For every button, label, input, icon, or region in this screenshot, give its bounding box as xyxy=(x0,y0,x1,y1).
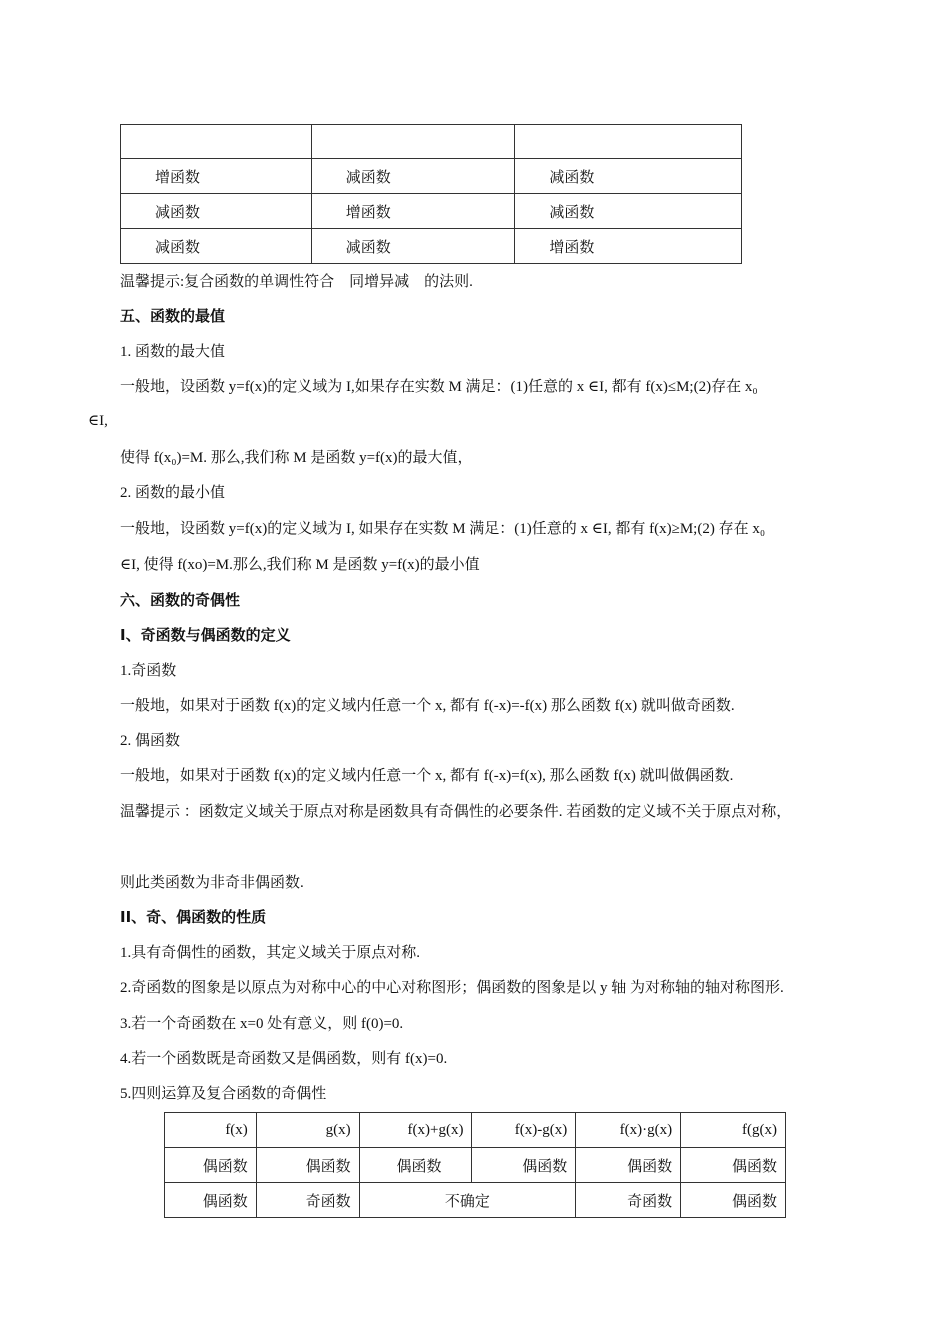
table-header-cell: f(x) xyxy=(165,1113,257,1148)
table-row xyxy=(121,194,742,229)
min-value-definition-line1: 一般地，设函数 y=f(x)的定义域为 I, 如果存在实数 M 满足：(1)任意的 x ∈I, 都有 f(x)≥M;(2) 存在 x₀ xyxy=(120,521,766,537)
min-value-definition-line2: ∈I, 使得 f(xo)=M.那么,我们称 M 是函数 y=f(x)的最小值 xyxy=(120,557,480,573)
parity-operations-table xyxy=(164,1112,786,1218)
table-cell: 奇函数 xyxy=(576,1183,681,1218)
table-cell: 减函数 xyxy=(311,159,515,194)
table-cell: 增函数 xyxy=(515,229,742,264)
subsection-2-heading: II、奇、偶函数的性质 xyxy=(120,908,267,926)
table-header-cell: g(x) xyxy=(256,1113,359,1148)
table-cell: 增函数 xyxy=(311,194,515,229)
table-cell: 不确定 xyxy=(359,1183,576,1218)
table-cell: 偶函数 xyxy=(165,1183,257,1218)
table-header-cell: f(g(x) xyxy=(681,1113,786,1148)
table-cell: 偶函数 xyxy=(165,1148,257,1183)
table-cell: 奇函数 xyxy=(256,1183,359,1218)
section-5-heading: 五、函数的最值 xyxy=(120,307,226,325)
table-cell: 偶函数 xyxy=(681,1183,786,1218)
monotonicity-tip: 温馨提示:复合函数的单调性符合 同增异减 的法则. xyxy=(120,274,473,290)
even-function-title: 2. 偶函数 xyxy=(120,733,181,749)
table-row xyxy=(165,1183,786,1218)
max-value-definition-line2: ∈I, xyxy=(88,413,108,429)
parity-tip-line1: 温馨提示 ：函数定义域关于原点对称是函数具有奇偶性的必要条件. 若函数的定义域不关于原点对称， xyxy=(120,804,792,820)
table-cell: 减函数 xyxy=(311,229,515,264)
max-value-definition-line3: 使得 f(x₀)=M. 那么,我们称 M 是函数 y=f(x)的最大值， xyxy=(120,450,473,466)
table-cell: 偶函数 xyxy=(359,1148,472,1183)
monotonicity-table xyxy=(120,124,742,264)
parity-tip-line2: 则此类函数为非奇非偶函数. xyxy=(120,875,304,891)
table-cell: 偶函数 xyxy=(681,1148,786,1183)
max-value-title: 1. 函数的最大值 xyxy=(120,344,226,360)
table-header-cell: f(x)-g(x) xyxy=(472,1113,576,1148)
property-4: 4.若一个函数既是奇函数又是偶函数，则有 f(x)=0. xyxy=(120,1051,448,1067)
table-cell xyxy=(121,125,312,159)
property-1: 1.具有奇偶性的函数，其定义域关于原点对称. xyxy=(120,945,421,961)
table-cell: 减函数 xyxy=(121,229,312,264)
odd-function-title: 1.奇函数 xyxy=(120,663,177,679)
subsection-1-heading: I、奇函数与偶函数的定义 xyxy=(120,626,291,644)
property-2: 2.奇函数的图象是以原点为对称中心的中心对称图形；偶函数的图象是以 y 轴 为对称轴的轴对称图形. xyxy=(120,980,784,996)
table-header-row xyxy=(165,1113,786,1148)
table-row xyxy=(165,1148,786,1183)
table-cell: 偶函数 xyxy=(576,1148,681,1183)
table-cell: 减函数 xyxy=(515,159,742,194)
table-cell xyxy=(515,125,742,159)
odd-function-definition: 一般地，如果对于函数 f(x)的定义域内任意一个 x, 都有 f(-x)=-f(x) 那么函数 f(x) 就叫做奇函数. xyxy=(120,698,735,714)
table-cell xyxy=(311,125,515,159)
max-value-definition-line1: 一般地，设函数 y=f(x)的定义域为 I,如果存在实数 M 满足：(1)任意的 x ∈I, 都有 f(x)≤M;(2)存在 x₀ xyxy=(120,379,758,395)
table-row xyxy=(121,159,742,194)
min-value-title: 2. 函数的最小值 xyxy=(120,485,226,501)
table-cell: 偶函数 xyxy=(472,1148,576,1183)
table-row xyxy=(121,125,742,159)
property-5: 5.四则运算及复合函数的奇偶性 xyxy=(120,1086,327,1102)
table-cell: 增函数 xyxy=(121,159,312,194)
property-3: 3.若一个奇函数在 x=0 处有意义，则 f(0)=0. xyxy=(120,1016,404,1032)
table-cell: 减函数 xyxy=(515,194,742,229)
table-header-cell: f(x)+g(x) xyxy=(359,1113,472,1148)
table-header-cell: f(x)·g(x) xyxy=(576,1113,681,1148)
table-cell: 减函数 xyxy=(121,194,312,229)
section-6-heading: 六、函数的奇偶性 xyxy=(120,591,241,609)
table-cell: 偶函数 xyxy=(256,1148,359,1183)
table-row xyxy=(121,229,742,264)
even-function-definition: 一般地，如果对于函数 f(x)的定义域内任意一个 x, 都有 f(-x)=f(x), 那么函数 f(x) 就叫做偶函数. xyxy=(120,768,734,784)
